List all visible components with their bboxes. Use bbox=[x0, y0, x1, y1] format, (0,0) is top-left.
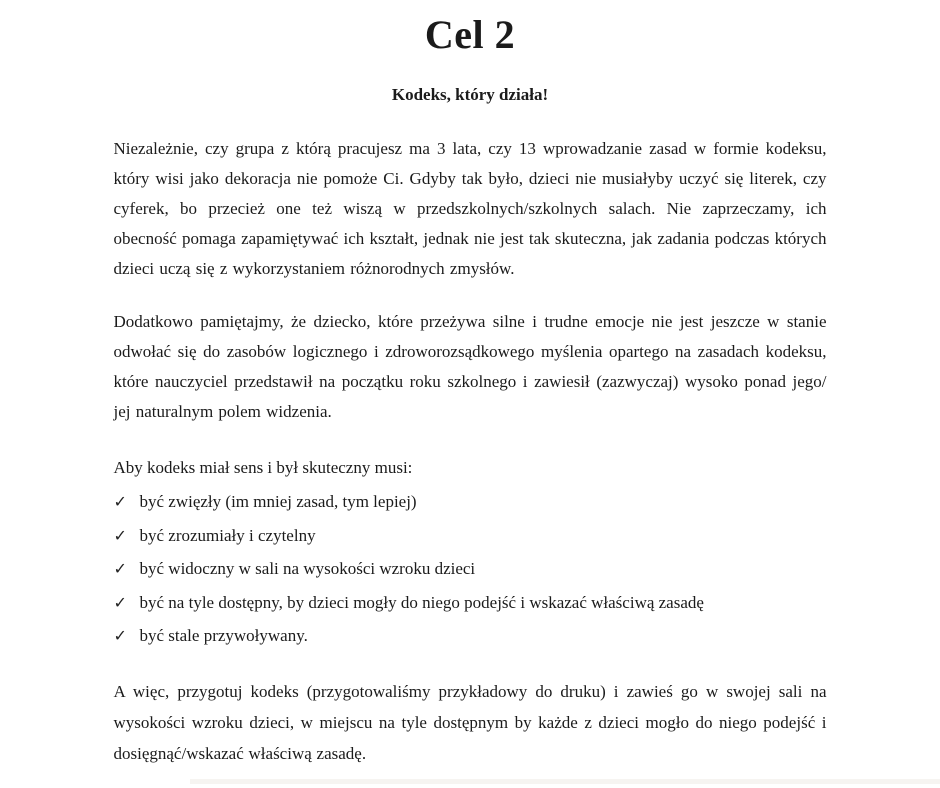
document-subtitle: Kodeks, który działa! bbox=[391, 85, 549, 104]
checkmark-icon: ✓ bbox=[113, 561, 127, 578]
checkmark-icon: ✓ bbox=[113, 628, 127, 645]
list-item bbox=[114, 486, 842, 520]
checklist bbox=[114, 486, 842, 654]
checkmark-icon: ✓ bbox=[113, 594, 127, 612]
document-body bbox=[114, 134, 827, 769]
checkmark-icon: ✓ bbox=[113, 494, 127, 511]
list-item-label: być stale przywoływany. bbox=[139, 626, 308, 645]
closing-paragraph: A więc, przygotuj kodeks (przygotowaliśmy przykładowy do druku) i zawieś go w swojej sali na wysokości wzroku dzieci, w miejscu na tyle dostępnym by każde z dzieci mogło do niego podejść i dosięgnąć/wskazać właściwą zasadę. bbox=[113, 681, 827, 763]
paragraph-1: Niezależnie, czy grupa z którą pracujesz ma 3 lata, czy 13 wprowadzanie zasad w formie kodeksu, który wisi jako dekoracja nie pomoże Ci. Gdyby tak było, dzieci nie musiałyby uczyć się literek, czy cyferek, bo przecież one też wiszą w przedszkolnych/szkolnych salach. Nie zaprzeczamy, ich obecność pomaga zapamiętywać ich kształt, jednak nie jest tak skuteczna, jak zadania podczas których dzieci uczą się z wykorzystaniem różnorodnych zmysłów. bbox=[113, 139, 827, 278]
list-item bbox=[114, 620, 842, 654]
list-item-label: być zrozumiały i czytelny bbox=[139, 525, 316, 545]
checkmark-icon: ✓ bbox=[113, 527, 127, 545]
list-item bbox=[114, 587, 842, 621]
list-item bbox=[114, 520, 842, 554]
document-title: Cel 2 bbox=[424, 12, 516, 57]
checklist-intro: Aby kodeks miał sens i był skuteczny musi: bbox=[113, 458, 413, 477]
list-item-label: być widoczny w sali na wysokości wzroku dzieci bbox=[139, 559, 476, 578]
list-item bbox=[114, 553, 842, 587]
list-item-label: być zwięzły (im mniej zasad, tym lepiej) bbox=[139, 492, 417, 511]
page-bottom-scan-artifact bbox=[190, 779, 940, 784]
list-item-label: być na tyle dostępny, by dzieci mogły do niego podejść i wskazać właściwą zasadę bbox=[139, 592, 704, 612]
paragraph-2: Dodatkowo pamiętajmy, że dziecko, które przeżywa silne i trudne emocje nie jest jeszcze w stanie odwołać się do zasobów logicznego i zdroworozsądkowego myślenia opartego na zasadach kodeksu, które nauczyciel przedstawił na początku roku szkolnego i zawiesił (zazwyczaj) wysoko ponad jego/ jej naturalnym polem widzenia. bbox=[113, 312, 827, 421]
